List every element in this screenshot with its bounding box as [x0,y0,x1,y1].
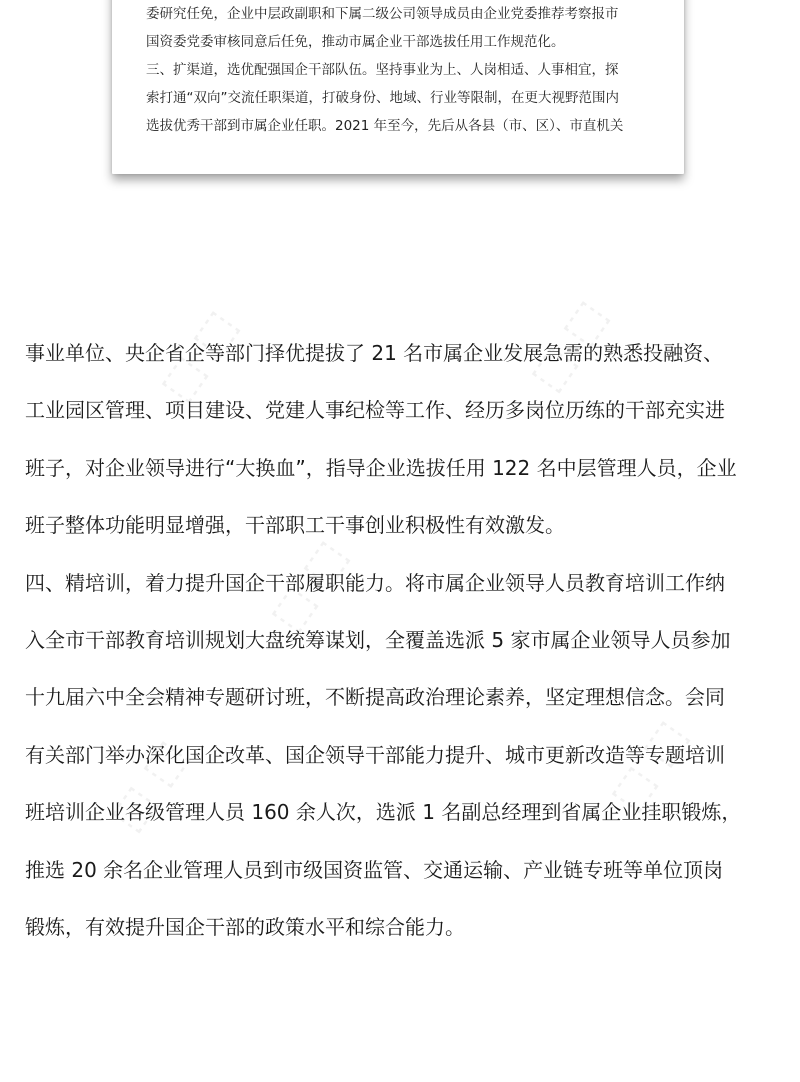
body-text-line: 推选 20 余名企业管理人员到市级国资监管、交通运输、产业链专班等单位顶岗 [25,857,724,882]
body-text-line: 四、精培训，着力提升国企干部履职能力。将市属企业领导人员教育培训工作纳 [25,570,725,595]
body-text-line: 十九届六中全会精神专题研讨班，不断提高政治理论素养，坚定理想信念。会同 [25,685,725,710]
card-text-line: 选拔优秀干部到市属企业任职。2021 年至今，先后从各县（市、区）、市直机关 [146,118,624,134]
body-text-line: 班子，对企业领导进行“大换血”，指导企业选拔任用 122 名中层管理人员，企业 [25,455,737,480]
body-text-line: 锻炼，有效提升国企干部的政策水平和综合能力。 [25,914,465,939]
card-text-line: 索打通“双向”交流任职渠道，打破身份、地域、行业等限制，在更大视野范围内 [146,90,619,106]
preview-card-text [146,0,676,140]
body-text-line: 班培训企业各级管理人员 160 余人次，选派 1 名副总经理到省属企业挂职锻炼， [25,800,742,825]
watermark-icon: ⬚ ⬚ [599,711,698,820]
watermark-icon: ⬚ ⬚ [99,731,198,840]
watermark-icon: ⬚ ⬚ [519,291,618,400]
body-text-line: 有关部门举办深化国企改革、国企领导干部能力提升、城市更新改造等专题培训 [25,742,725,767]
body-text-line: 工业园区管理、项目建设、党建人事纪检等工作、经历多岗位历练的干部充实进 [25,398,725,423]
watermark-icon: ⬚ ⬚ [259,531,358,640]
body-text-line: 班子整体功能明显增强，干部职工干事创业积极性有效激发。 [25,513,565,538]
body-paragraphs [25,325,785,956]
body-text-line: 入全市干部教育培训规划大盘统筹谋划，全覆盖选派 5 家市属企业领导人员参加 [25,627,731,652]
card-text-line: 委研究任免，企业中层政副职和下属二级公司领导成员由企业党委推荐考察报市 [146,6,619,22]
card-text-line: 国资委党委审核同意后任免，推动市属企业干部选拔任用工作规范化。 [146,34,565,50]
watermark-icon: ⬚ ⬚ [149,301,248,410]
card-text-line: 三、扩渠道，选优配强国企干部队伍。坚持事业为上、人岗相适、人事相宜，探 [146,62,619,78]
body-text-line: 事业单位、央企省企等部门择优提拔了 21 名市属企业发展急需的熟悉投融资、 [25,341,724,365]
